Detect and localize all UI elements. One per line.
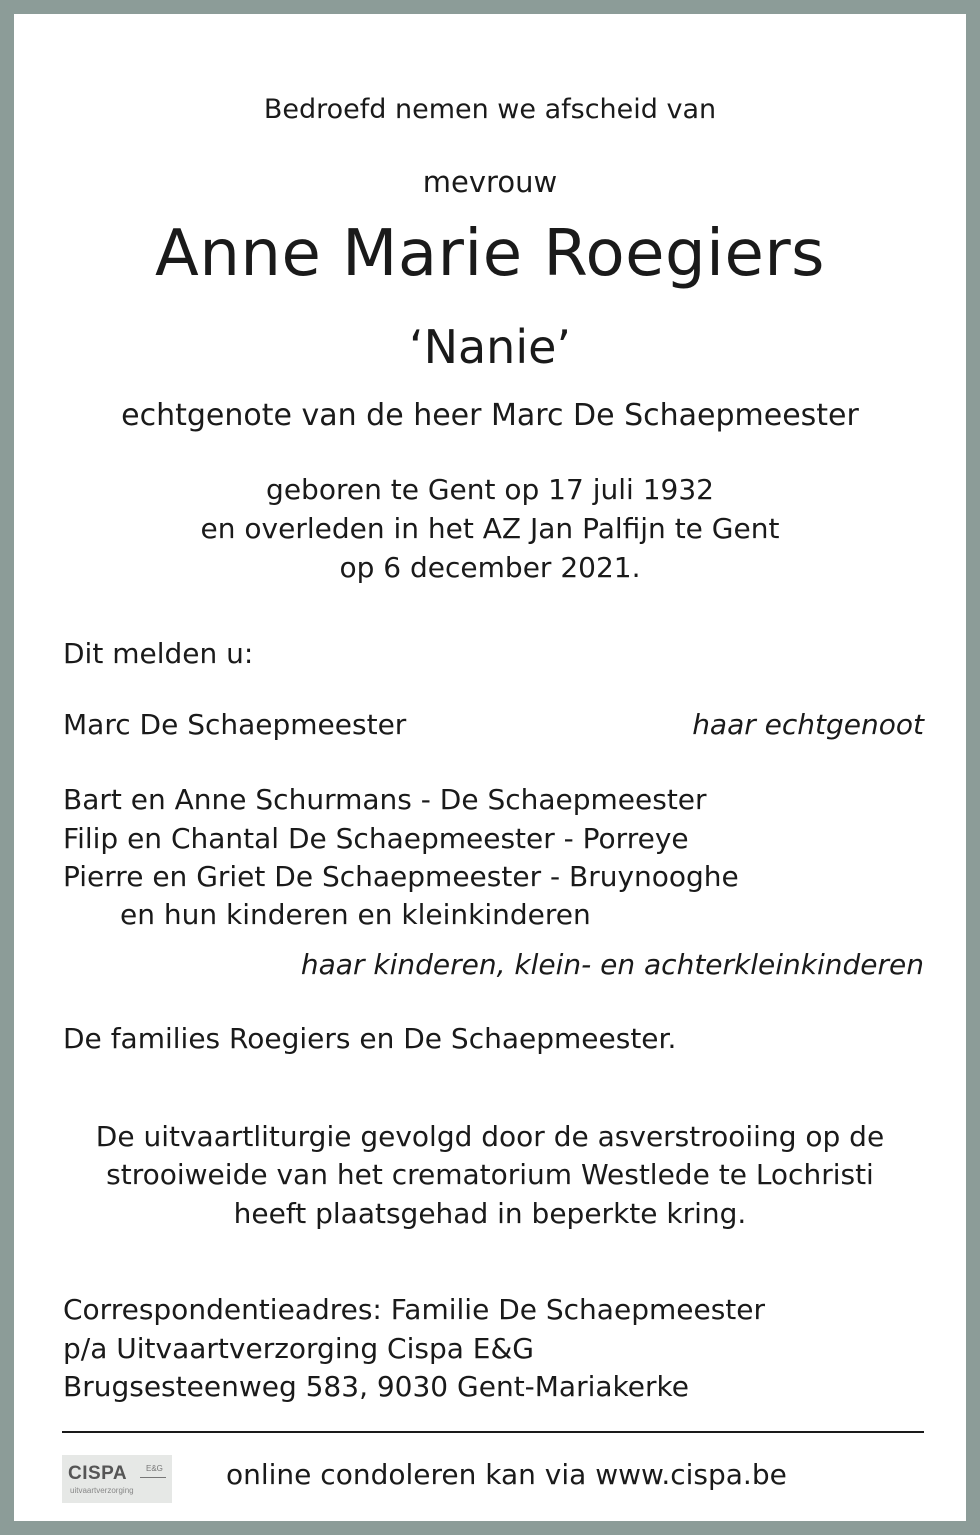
correspondence-line: Brugsesteenweg 583, 9030 Gent-Mariakerke [63,1370,689,1403]
condolence-link-text: online condoleren kan via www.cispa.be [226,1458,787,1491]
death-place-line: en overleden in het AZ Jan Palfijn te Gent [200,512,780,545]
logo-wordmark: CISPA [68,1463,128,1484]
families-line: De families Roegiers en De Schaepmeester. [63,1022,677,1055]
logo-rule [140,1477,166,1478]
correspondence-line: p/a Uitvaartverzorging Cispa E&G [63,1332,534,1365]
spouse-line: echtgenote van de heer Marc De Schaepmeester [121,398,859,433]
spouse-relation: haar echtgenoot [692,708,924,741]
spouse-name: Marc De Schaepmeester [63,708,407,741]
child-line: Pierre en Griet De Schaepmeester - Bruynooghe [63,860,739,893]
logo-superscript: E&G [146,1464,163,1473]
funeral-line: strooiweide van het crematorium Westlede te Lochristi [106,1158,874,1191]
title-prefix: mevrouw [422,165,558,199]
birth-line: geboren te Gent op 17 juli 1932 [266,473,714,506]
logo-tagline: uitvaartverzorging [70,1486,134,1495]
footer-divider [62,1431,924,1433]
children-relation: haar kinderen, klein- en achterkleinkinderen [300,948,924,981]
correspondence-line: Correspondentieadres: Familie De Schaepmeester [63,1293,765,1326]
funeral-line: heeft plaatsgehad in beperkte kring. [233,1197,747,1230]
death-date-line: op 6 december 2021. [339,551,641,584]
funeral-line: De uitvaartliturgie gevolgd door de asverstrooiing op de [95,1120,885,1153]
child-line: Filip en Chantal De Schaepmeester - Porreye [63,822,689,855]
cispa-logo [62,1455,172,1503]
deceased-name: Anne Marie Roegiers [155,217,825,291]
deceased-nickname: ‘Nanie’ [408,320,572,374]
announce-text: Dit melden u: [63,637,254,670]
intro-text: Bedroefd nemen we afscheid van [263,94,717,125]
children-note: en hun kinderen en kleinkinderen [120,898,591,931]
child-line: Bart en Anne Schurmans - De Schaepmeester [63,783,707,816]
